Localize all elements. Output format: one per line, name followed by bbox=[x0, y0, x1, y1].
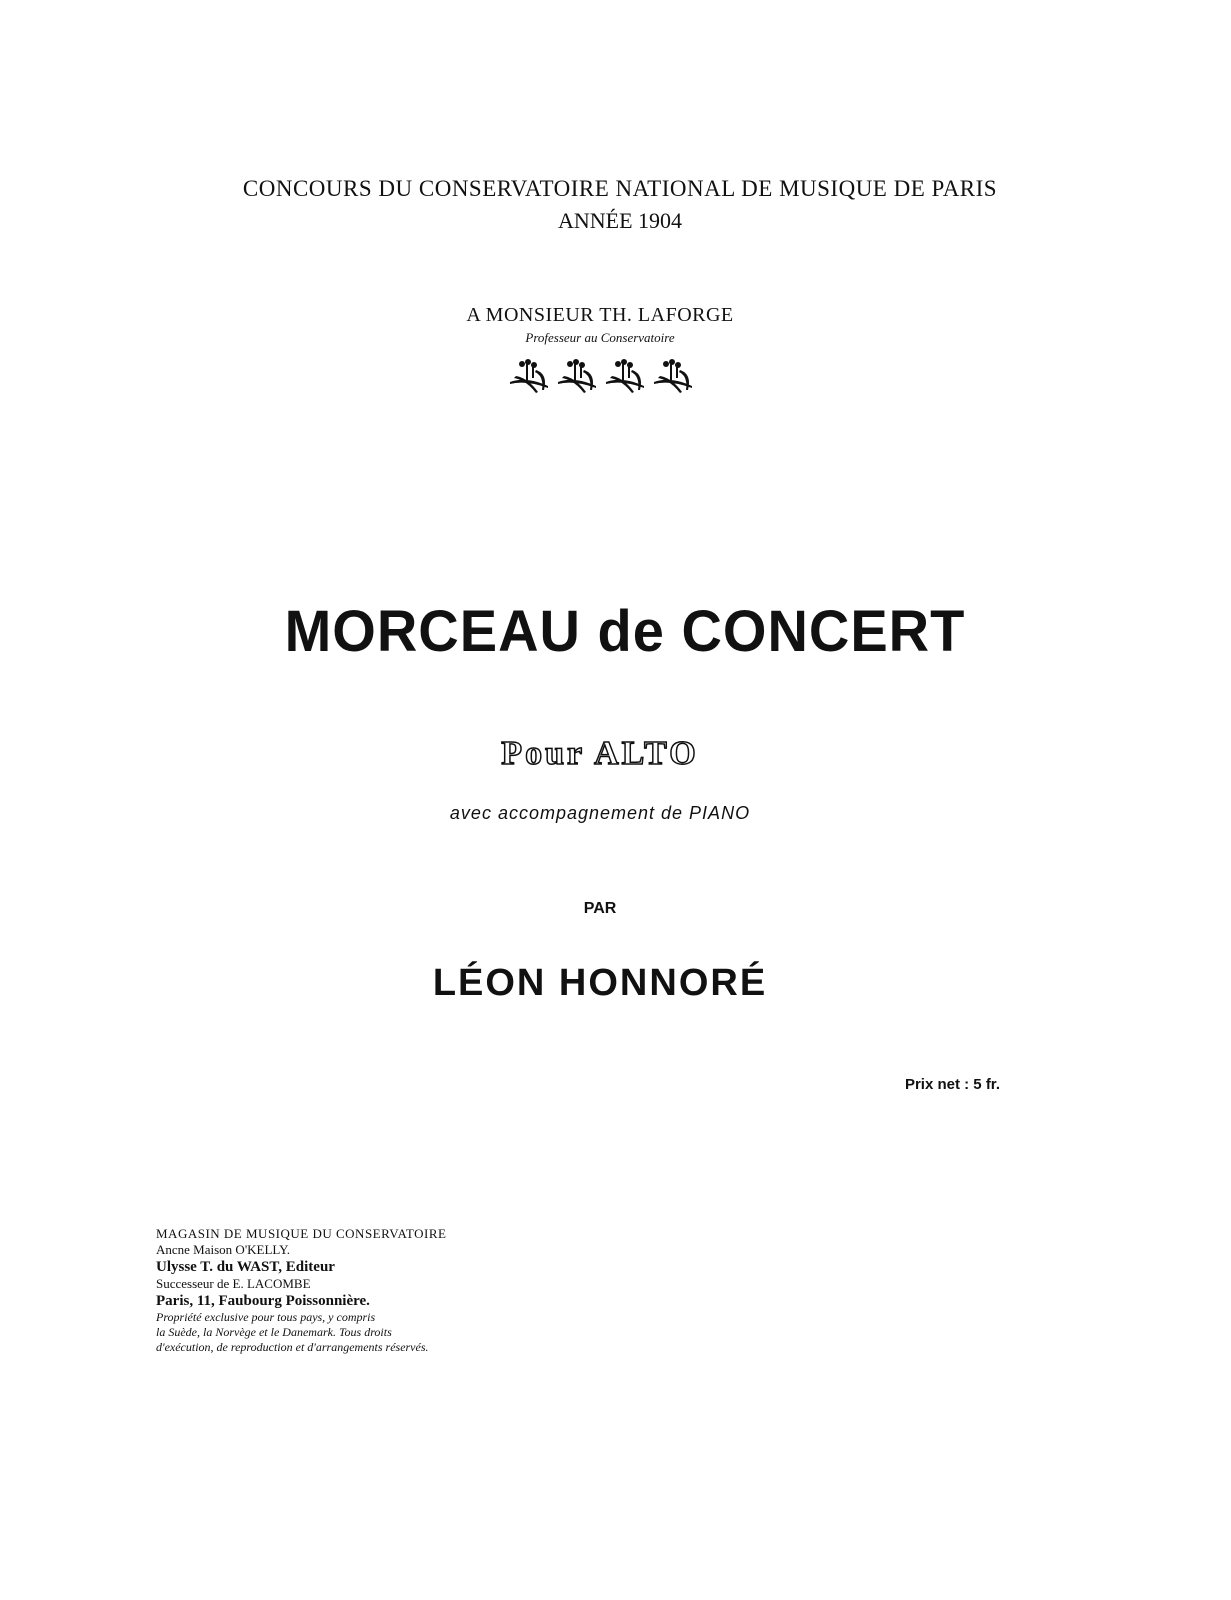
floral-ornament-icon bbox=[508, 356, 698, 396]
publisher-line: Paris, 11, Faubourg Poissonnière. bbox=[156, 1293, 370, 1309]
publisher-line: Ulysse T. du WAST, Editeur bbox=[156, 1259, 335, 1275]
publisher-line: MAGASIN DE MUSIQUE DU CONSERVATOIRE bbox=[156, 1226, 447, 1241]
competition-heading: CONCOURS DU CONSERVATOIRE NATIONAL DE MUSIQUE DE PARIS bbox=[242, 176, 998, 201]
publisher-block bbox=[156, 1226, 556, 1355]
rights-line: d'exécution, de reproduction et d'arrangements réservés. bbox=[156, 1340, 429, 1354]
year-heading: ANNÉE 1904 bbox=[557, 208, 683, 233]
publisher-line: Ancne Maison O'KELLY. bbox=[156, 1242, 291, 1257]
dedication: A MONSIEUR TH. LAFORGE bbox=[466, 304, 734, 326]
dedication-role: Professeur au Conservatoire bbox=[525, 330, 675, 345]
accompaniment: avec accompagnement de PIANO bbox=[449, 803, 751, 823]
instrument: Pour ALTO bbox=[501, 735, 699, 772]
composer-name: LÉON HONNORÉ bbox=[432, 962, 768, 1004]
page-title: MORCEAU de CONCERT bbox=[284, 597, 966, 664]
by-label: PAR bbox=[583, 900, 617, 917]
rights-line: Propriété exclusive pour tous pays, y compris bbox=[156, 1310, 376, 1324]
rights-line: la Suède, la Norvège et le Danemark. Tous droits bbox=[156, 1325, 392, 1339]
publisher-line: Successeur de E. LACOMBE bbox=[156, 1276, 311, 1291]
price: Prix net : 5 fr. bbox=[904, 1076, 1000, 1093]
